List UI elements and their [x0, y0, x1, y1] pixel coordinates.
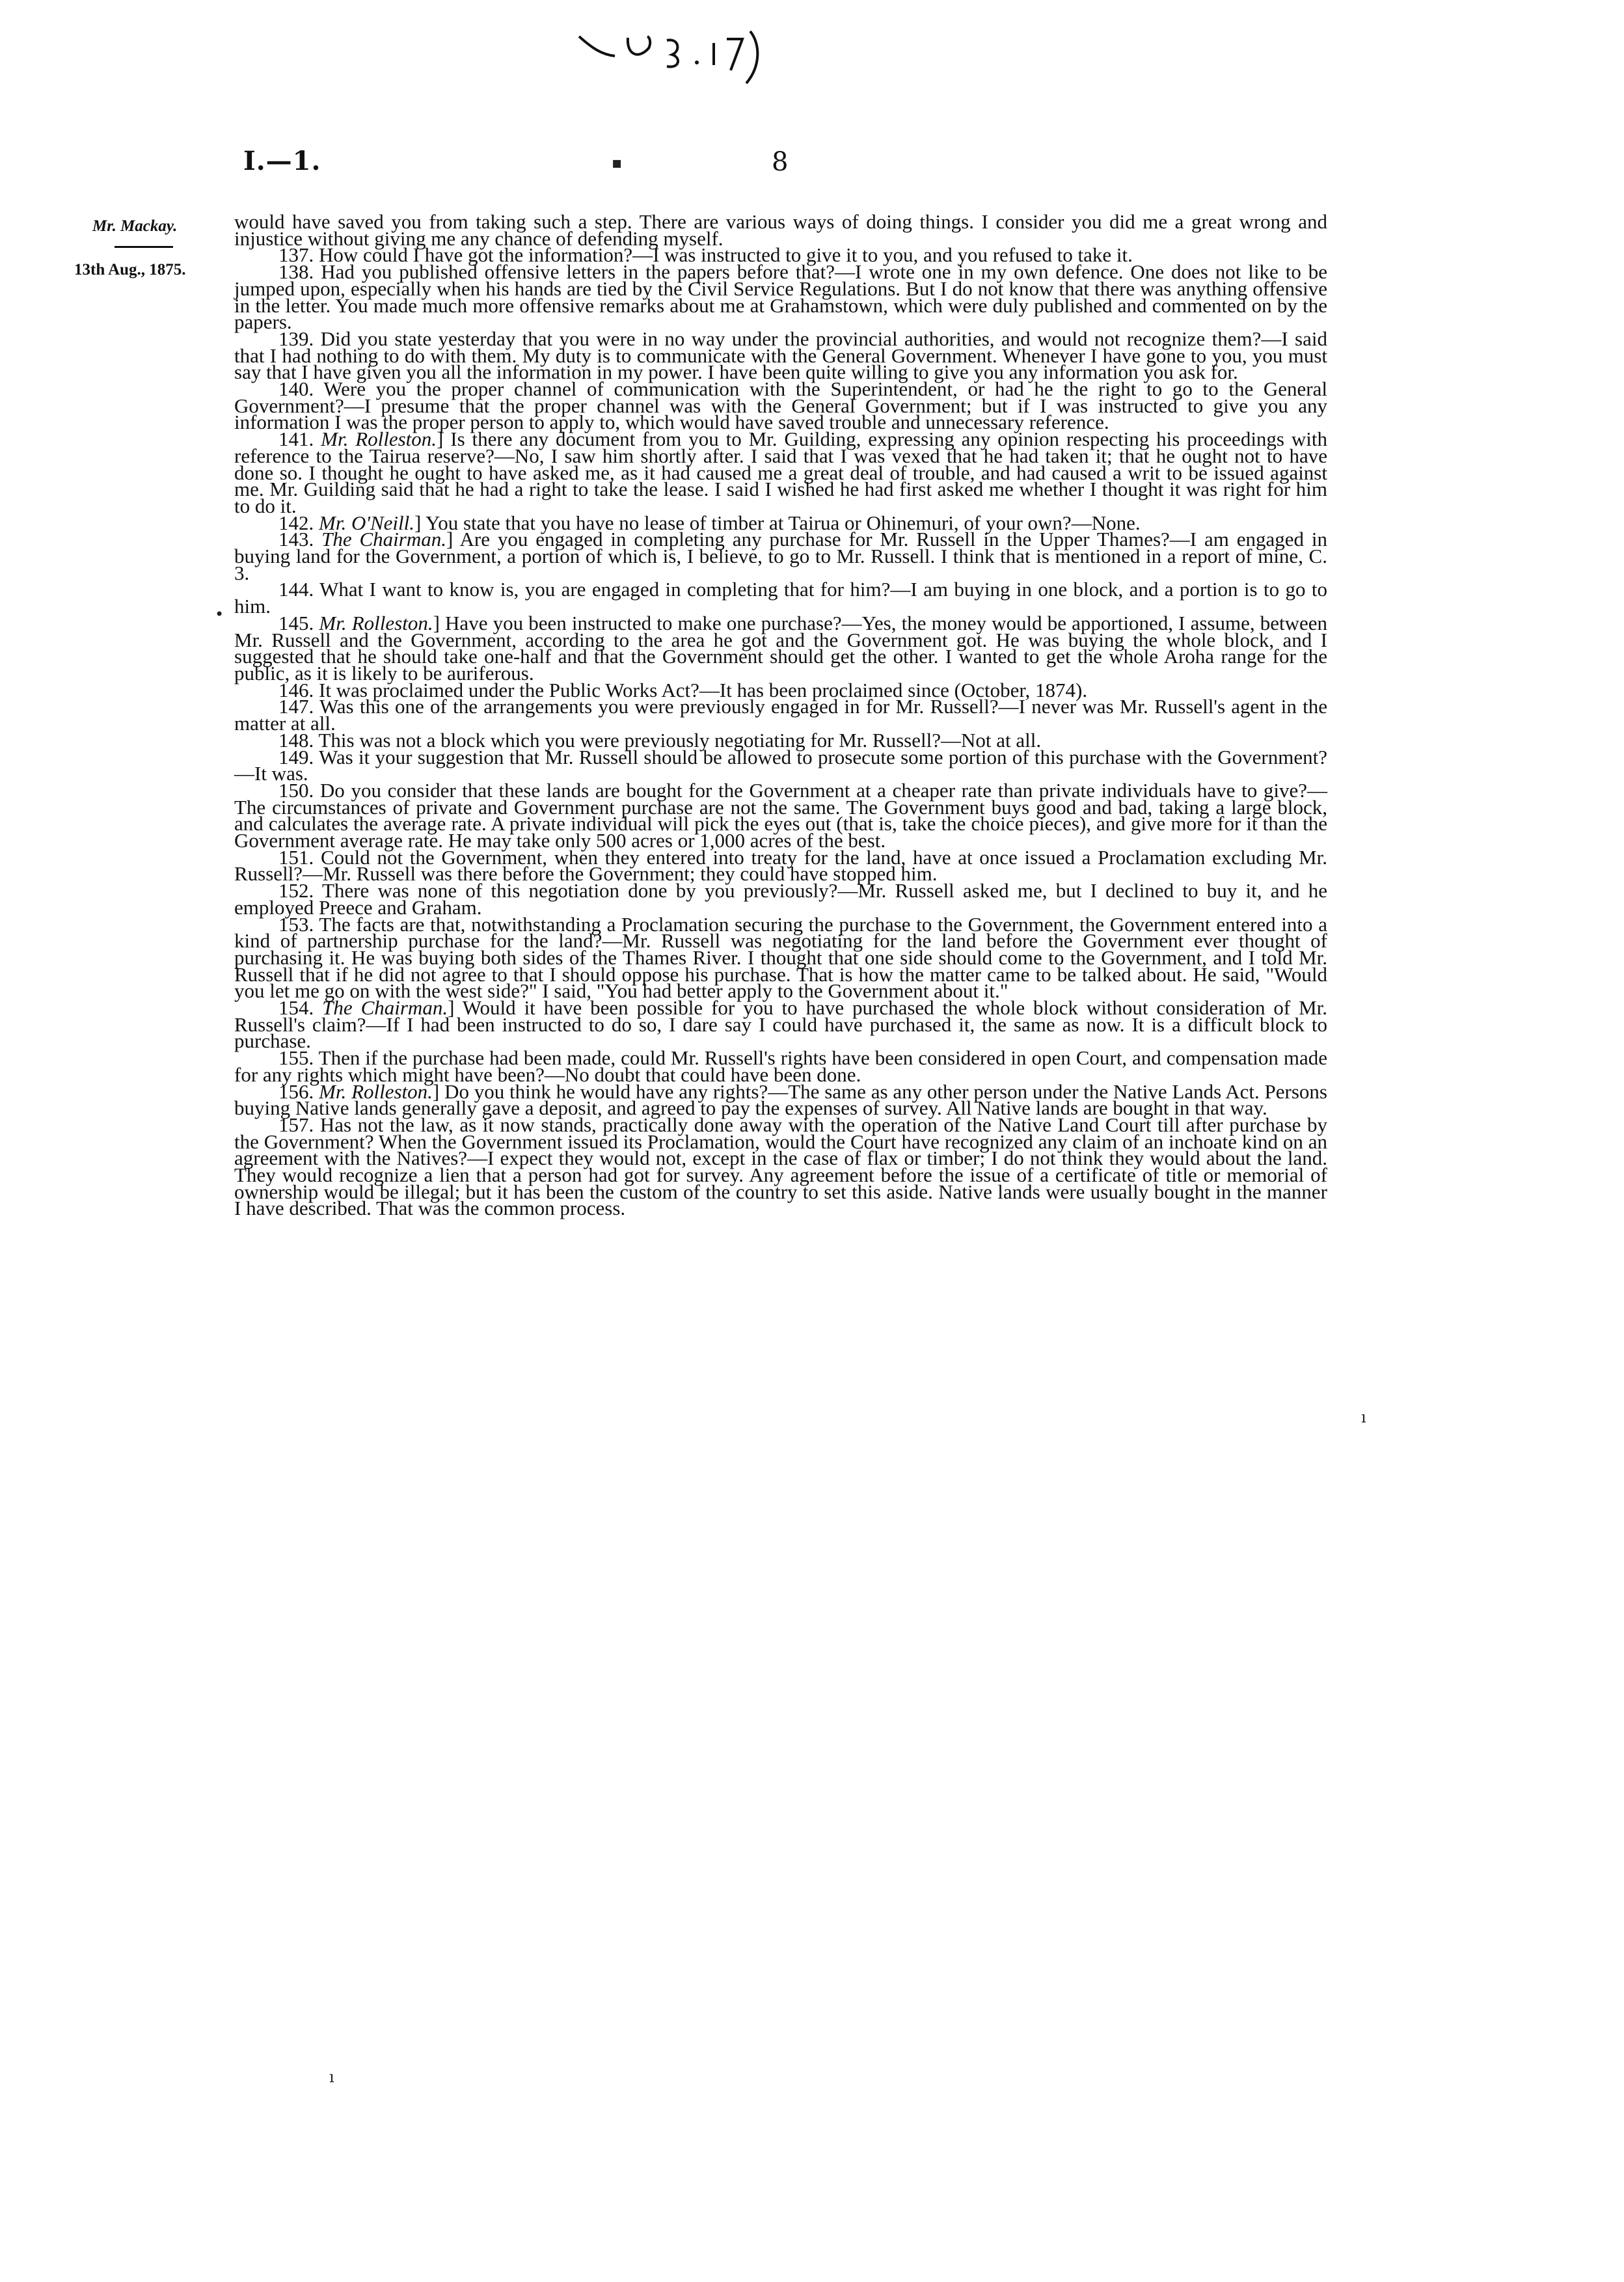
question-number: 150.: [278, 778, 314, 802]
testimony-paragraph: 145. Mr. Rolleston.] Have you been instructed to make one purchase?—Yes, the money would be apportioned, I assume, between Mr. Russell and the Government, according to the area he got and the Government got. He was buying the whole block, and I suggested that he should take one-half and that the Government should get the other. I wanted to get the whole Aroha range for the public, as it is likely to be auriferous.: [234, 611, 1327, 685]
question-number: 154.: [278, 996, 314, 1020]
paragraph-text: Is there any document from you to Mr. Guilding, expressing any opinion respecting his proceedings with reference to the Tairua reserve?—No, I saw him shortly after. I said that I was vexed that he had taken it; that he ought not to have done so. I thought he ought to have asked me, as it had caused me a great deal of trouble, and had caused a writ to be issued against me. Mr. Guilding said that he had a right to take the lease. I said I wished he had first asked me whether I thought it was right for him to do it.: [234, 428, 1327, 517]
paragraph-text: Had you published offensive letters in the papers before that?—I wrote one in my own defence. One does not like to be jumped upon, especially when his hands are tied by the Civil Service Regulations. But I do not know that there was anything offensive in the letter. You made much more offensive remarks about me at Grahamstown, which were duly published and commented on by the papers.: [234, 260, 1327, 334]
paragraph-text: Would it have been possible for you to have purchased the whole block without consideration of Mr. Russell's claim?—If I had been instructed to do so, I dare say I could have purchased it, the same as now. It is a difficult block to purchase.: [234, 996, 1328, 1053]
testimony-paragraph: 154. The Chairman.] Would it have been possible for you to have purchased the whole block without consideration of Mr. Russell's claim?—If I had been instructed to do so, I dare say I could have purchased it, the same as now. It is a difficult block to purchase.: [234, 996, 1328, 1053]
question-number: 153.: [278, 912, 314, 936]
paragraph-text: It was proclaimed under the Public Works Act?—It has been proclaimed since (October, 1874).: [319, 678, 1088, 701]
paragraph-text: Could not the Government, when they entered into treaty for the land, have at once issued a Proclamation excluding Mr. Russell?—Mr. Russell was there before the Government; they could have stopped him.: [234, 845, 1328, 886]
testimony-paragraph: [234, 578, 1327, 618]
testimony-body: [234, 210, 1328, 1220]
question-number: 149.: [278, 745, 314, 768]
testimony-paragraph: [234, 377, 1327, 434]
question-number: 142.: [278, 511, 314, 534]
speaker-name: The Chairman.: [321, 528, 446, 551]
testimony-paragraph: [234, 745, 1327, 785]
testimony-paragraph: [234, 778, 1328, 852]
paragraph-text: Are you engaged in completing any purchase for Mr. Russell in the Upper Thames?—I am engaged in buying land for the Government, a portion of which is, I believe, to go to Mr. Russell. I think that is mentioned in a report of mine, C. 3.: [234, 528, 1327, 584]
speaker-name: The Chairman.: [322, 996, 448, 1020]
sidenote-date: 13th Aug., 1875.: [74, 261, 186, 278]
testimony-paragraph: [234, 210, 1327, 250]
question-number: 147.: [278, 695, 314, 718]
testimony-paragraph: [234, 1113, 1328, 1220]
question-number: 139.: [278, 327, 314, 350]
paragraph-text: Then if the purchase had been made, could Mr. Russell's rights have been considered in open Court, and compensation made for any rights which might have been?—No doubt that could have been done.: [234, 1046, 1327, 1086]
document-code: I.—1.: [243, 146, 321, 176]
question-number: 157.: [278, 1113, 314, 1136]
paragraph-text: Have you been instructed to make one purchase?—Yes, the money would be apportioned, I assume, between Mr. Russell and the Government, according to the area he got and the Government got. He was buying the whole block, and I suggested that he should take one-half and that the Government should get the other. I wanted to get the whole Aroha range for the public, as it is likely to be auriferous.: [234, 611, 1327, 685]
question-number: 137.: [278, 243, 314, 267]
testimony-paragraph: [234, 845, 1328, 886]
speaker-name: Mr. Rolleston.: [319, 611, 433, 634]
scan-mark: ▪: [612, 154, 623, 172]
scan-mark: ı: [1361, 1408, 1366, 1426]
page-number: 8: [772, 147, 789, 177]
speaker-name: Mr. O'Neill.: [319, 511, 414, 534]
question-number: 152.: [278, 879, 314, 903]
sidenote-witness: Mr. Mackay.: [92, 217, 178, 235]
testimony-paragraph: [234, 912, 1327, 1003]
paragraph-text: Has not the law, as it now stands, practically done away with the operation of the Native Land Court till after purchase by the Government? When the Government issued its Proclamation, would the Court have recognized any claim of an inchoate kind on an agreement with the Natives?—I expect they would not, except in the case of flax or timber; I do not think they would about the land. They would recognize a lien that a person had got for survey. Any agreement before the issue of a certificate of title or memorial of ownership would be illegal; but it has been the custom of the country to set this aside. Native lands were usually bought in the manner I have described. That was the common process.: [234, 1113, 1328, 1220]
testimony-paragraph: 143. The Chairman.] Are you engaged in completing any purchase for Mr. Russell in the Upper Thames?—I am engaged in buying land for the Government, a portion of which is, I believe, to go to Mr. Russell. I think that is mentioned in a report of mine, C. 3.: [234, 528, 1327, 584]
testimony-paragraph: [234, 879, 1327, 919]
question-number: 146.: [278, 678, 314, 701]
speaker-name: Mr. Rolleston.: [319, 1080, 433, 1103]
testimony-paragraph: [234, 695, 1327, 735]
testimony-paragraph: 142. Mr. O'Neill.] You state that you have no lease of timber at Tairua or Ohinemuri, of your own?—None.: [278, 511, 1141, 534]
question-number: 151.: [278, 845, 314, 869]
paragraph-text: This was not a block which you were previously negotiating for Mr. Russell?—Not at all.: [318, 728, 1042, 752]
paragraph-text: You state that you have no lease of timber at Tairua or Ohinemuri, of your own?—None.: [425, 511, 1141, 534]
scan-mark: •: [215, 605, 224, 623]
testimony-paragraph: 156. Mr. Rolleston.] Do you think he would have any rights?—The same as any other person under the Native Lands Act. Persons buying Native lands generally gave a deposit, and agreed to pay the expenses of survey. All Native lands are bought in that way.: [234, 1080, 1327, 1120]
paragraph-text: Do you consider that these lands are bought for the Government at a cheaper rate than private individuals have to give?—The circumstances of private and Government purchase are not the same. The Government buys good and bad, taking a large block, and calculates the average rate. A private individual will pick the eyes out (that is, take the choice pieces), and give more for it than the Government average rate. He may take only 500 acres or 1,000 acres of the best.: [234, 778, 1328, 852]
question-number: 140.: [278, 377, 314, 401]
scan-mark: ı: [329, 2068, 334, 2086]
question-number: 141.: [278, 428, 314, 451]
question-number: 143.: [278, 528, 314, 551]
testimony-paragraph: [234, 1046, 1327, 1086]
handwritten-annotation: [576, 29, 765, 87]
question-number: 155.: [278, 1046, 314, 1070]
paragraph-text: would have saved you from taking such a step. There are various ways of doing things. I consider you did me a great wrong and injustice without giving me any chance of defending myself.: [234, 210, 1327, 250]
paragraph-text: Was this one of the arrangements you were previously engaged in for Mr. Russell?—I never was Mr. Russell's agent in the matter at all.: [234, 695, 1327, 735]
paragraph-text: How could I have got the information?—I was instructed to give it to you, and you refused to take it.: [319, 243, 1133, 267]
paragraph-text: What I want to know is, you are engaged in completing that for him?—I am buying in one block, and a portion is to go to him.: [234, 578, 1327, 618]
question-number: 145.: [278, 611, 314, 634]
paragraph-text: There was none of this negotiation done by you previously?—Mr. Russell asked me, but I declined to buy it, and he employed Preece and Graham.: [234, 879, 1327, 919]
sidenote-divider: [115, 246, 173, 248]
question-number: 144.: [278, 578, 314, 601]
paragraph-text: Was it your suggestion that Mr. Russell should be allowed to prosecute some portion of this purchase with the Government?—It was.: [234, 745, 1327, 785]
paragraph-text: Did you state yesterday that you were in no way under the provincial authorities, and would not recognize them?—I said that I had nothing to do with them. My duty is to communicate with the General Government. Whenever I have gone to you, you must say that I have given you all the information in my power. I have been quite willing to give you any information you ask for.: [234, 327, 1327, 384]
paragraph-text: The facts are that, notwithstanding a Proclamation securing the purchase to the Government, the Government entered into a kind of partnership purchase for the land?—Mr. Russell was negotiating for the land before the Government ever thought of purchasing it. He was buying both sides of the Thames River. I thought that one side should come to the Government, and I told Mr. Russell that if he did not agree to that I should oppose his purchase. That is how the matter came to be talked about. He said, "Would you let me go on with the west side?" I said, "You had better apply to the Government about it.": [234, 912, 1327, 1003]
question-number: 148.: [278, 728, 314, 752]
paragraph-text: Were you the proper channel of communication with the Superintendent, or had he the right to go to the General Government?—I presume that the proper channel was with the General Government; but if I was instructed to give you any information I was the proper person to apply to, which would have saved trouble and unnecessary reference.: [234, 377, 1327, 434]
speaker-name: Mr. Rolleston.: [321, 428, 437, 451]
paragraph-text: Do you think he would have any rights?—The same as any other person under the Native Lands Act. Persons buying Native lands generally gave a deposit, and agreed to pay the expenses of survey. All Native lands are bought in that way.: [234, 1080, 1327, 1120]
testimony-paragraph: [234, 260, 1327, 334]
testimony-paragraph: 141. Mr. Rolleston.] Is there any document from you to Mr. Guilding, expressing any opinion respecting his proceedings with reference to the Tairua reserve?—No, I saw him shortly after. I said that I was vexed that he had taken it; that he ought not to have done so. I thought he ought to have asked me, as it had caused me a great deal of trouble, and had caused a writ to be issued against me. Mr. Guilding said that he had a right to take the lease. I said I wished he had first asked me whether I thought it was right for him to do it.: [234, 428, 1327, 517]
question-number: 156.: [278, 1080, 314, 1103]
testimony-paragraph: [234, 327, 1327, 384]
question-number: 138.: [278, 260, 314, 284]
